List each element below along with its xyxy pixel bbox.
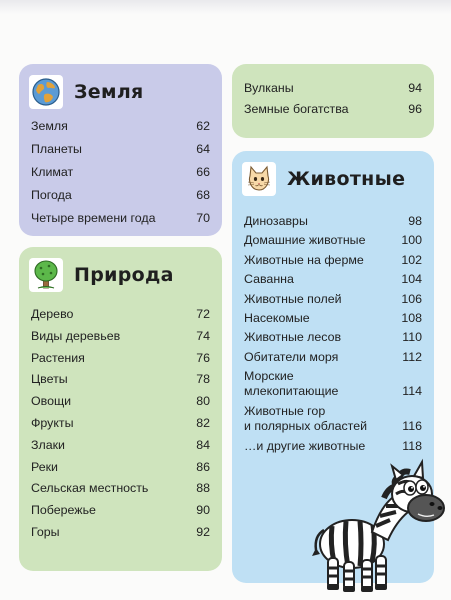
toc-entry-page: 114 <box>402 384 422 399</box>
toc-entry-label: Горы <box>31 524 60 539</box>
toc-entry-label: Динозавры <box>244 214 308 228</box>
toc-entry-page: 88 <box>196 481 210 496</box>
toc-entry-page: 68 <box>196 188 210 202</box>
toc-entry-page: 82 <box>196 415 210 430</box>
toc-entry[interactable] <box>244 311 422 330</box>
toc-entry-label: Саванна <box>244 272 294 287</box>
animals-header <box>242 160 405 198</box>
toc-entry-label: Злаки <box>31 437 65 452</box>
toc-entry[interactable] <box>244 214 422 233</box>
toc-entry[interactable] <box>31 188 210 211</box>
toc-entry-page: 86 <box>196 459 210 474</box>
toc-entry[interactable] <box>31 416 210 438</box>
toc-entry-label: Климат <box>31 165 74 179</box>
toc-entry-page: 106 <box>401 291 422 306</box>
toc-entry-label: Насекомые <box>244 310 310 325</box>
toc-entry[interactable] <box>244 330 422 349</box>
toc-entry[interactable] <box>244 404 422 439</box>
toc-entry-label: Обитатели моря <box>244 349 339 364</box>
toc-entry[interactable] <box>31 351 210 373</box>
earth-title: Земля <box>74 81 144 103</box>
toc-entry[interactable] <box>244 81 422 102</box>
toc-entry-page: 108 <box>401 310 422 325</box>
toc-entry-label: Дерево <box>31 307 74 321</box>
earth-toc-list <box>31 119 210 234</box>
toc-entry-page: 90 <box>196 503 210 518</box>
toc-entry-label: Морские млекопитающие <box>244 369 339 399</box>
nature-section <box>19 247 222 571</box>
toc-entry-label: Животные полей <box>244 291 342 306</box>
toc-entry-label: Животные на ферме <box>244 252 364 267</box>
toc-entry-label: Планеты <box>31 142 82 156</box>
toc-entry[interactable] <box>244 369 422 404</box>
toc-entry[interactable] <box>31 460 210 482</box>
toc-entry[interactable] <box>31 119 210 142</box>
toc-entry-label: Животные гор и полярных областей <box>244 404 368 434</box>
toc-entry-page: 112 <box>402 349 422 364</box>
toc-entry-label: Виды деревьев <box>31 328 121 343</box>
toc-entry[interactable] <box>244 292 422 311</box>
toc-entry-page: 104 <box>401 272 422 287</box>
toc-entry[interactable] <box>31 503 210 525</box>
toc-entry-page: 118 <box>402 439 422 454</box>
toc-entry-label: Животные лесов <box>244 330 342 345</box>
toc-entry-label: Растения <box>31 350 85 365</box>
toc-entry-page: 72 <box>196 307 210 321</box>
toc-entry[interactable] <box>31 165 210 188</box>
toc-entry-label: Цветы <box>31 372 68 387</box>
toc-entry-page: 96 <box>408 102 422 116</box>
toc-entry-page: 100 <box>401 233 422 248</box>
zebra-illustration <box>310 458 448 598</box>
toc-entry-page: 110 <box>402 330 422 345</box>
toc-entry-label: Побережье <box>31 503 96 518</box>
toc-entry-page: 94 <box>408 81 422 95</box>
page-top-edge <box>0 0 451 14</box>
toc-entry-page: 78 <box>196 372 210 387</box>
toc-entry[interactable] <box>31 307 210 329</box>
nature-title: Природа <box>74 264 174 286</box>
toc-entry-label: …и другие животные <box>244 439 366 454</box>
toc-entry-label: Четыре времени года <box>31 211 156 225</box>
toc-entry[interactable] <box>244 253 422 272</box>
toc-entry[interactable] <box>31 142 210 165</box>
toc-entry[interactable] <box>31 394 210 416</box>
toc-entry-page: 80 <box>196 394 210 409</box>
earth-section <box>19 64 222 236</box>
globe-icon <box>29 75 63 109</box>
toc-entry-page: 102 <box>401 252 422 267</box>
toc-entry-label: Вулканы <box>244 81 294 95</box>
toc-entry[interactable] <box>244 350 422 369</box>
toc-entry[interactable] <box>31 438 210 460</box>
animals-toc-list <box>244 214 422 459</box>
toc-entry-page: 98 <box>408 214 422 228</box>
toc-entry-page: 92 <box>196 524 210 539</box>
toc-entry-label: Сельская местность <box>31 481 149 496</box>
toc-entry-label: Погода <box>31 188 72 202</box>
toc-entry[interactable] <box>244 233 422 252</box>
toc-entry-page: 70 <box>196 211 210 225</box>
volcano-toc-list <box>244 81 422 123</box>
toc-entry[interactable] <box>31 372 210 394</box>
toc-entry[interactable] <box>244 439 422 458</box>
nature-toc-list <box>31 307 210 547</box>
animals-title: Животные <box>287 168 406 190</box>
toc-entry[interactable] <box>244 102 422 123</box>
toc-entry-label: Земные богатства <box>244 102 349 116</box>
toc-entry-label: Овощи <box>31 394 72 409</box>
toc-entry[interactable] <box>244 272 422 291</box>
toc-entry-page: 64 <box>196 142 210 156</box>
cat-icon <box>242 162 276 196</box>
tree-icon <box>29 258 63 292</box>
toc-entry-page: 76 <box>196 350 210 365</box>
toc-entry-page: 84 <box>196 437 210 452</box>
toc-entry[interactable] <box>31 481 210 503</box>
toc-entry-page: 116 <box>402 419 422 434</box>
toc-entry[interactable] <box>31 329 210 351</box>
toc-entry[interactable] <box>31 525 210 547</box>
toc-entry-page: 66 <box>196 165 210 179</box>
toc-entry-page: 62 <box>196 119 210 133</box>
toc-entry-label: Фрукты <box>31 415 74 430</box>
toc-entry-label: Реки <box>31 459 58 474</box>
toc-entry-label: Домашние животные <box>244 233 366 248</box>
earth-header <box>29 73 144 111</box>
toc-entry-label: Земля <box>31 119 68 133</box>
toc-entry-page: 74 <box>196 328 210 343</box>
volcano-section <box>232 64 434 138</box>
toc-entry[interactable] <box>31 211 210 234</box>
nature-header <box>29 256 174 294</box>
